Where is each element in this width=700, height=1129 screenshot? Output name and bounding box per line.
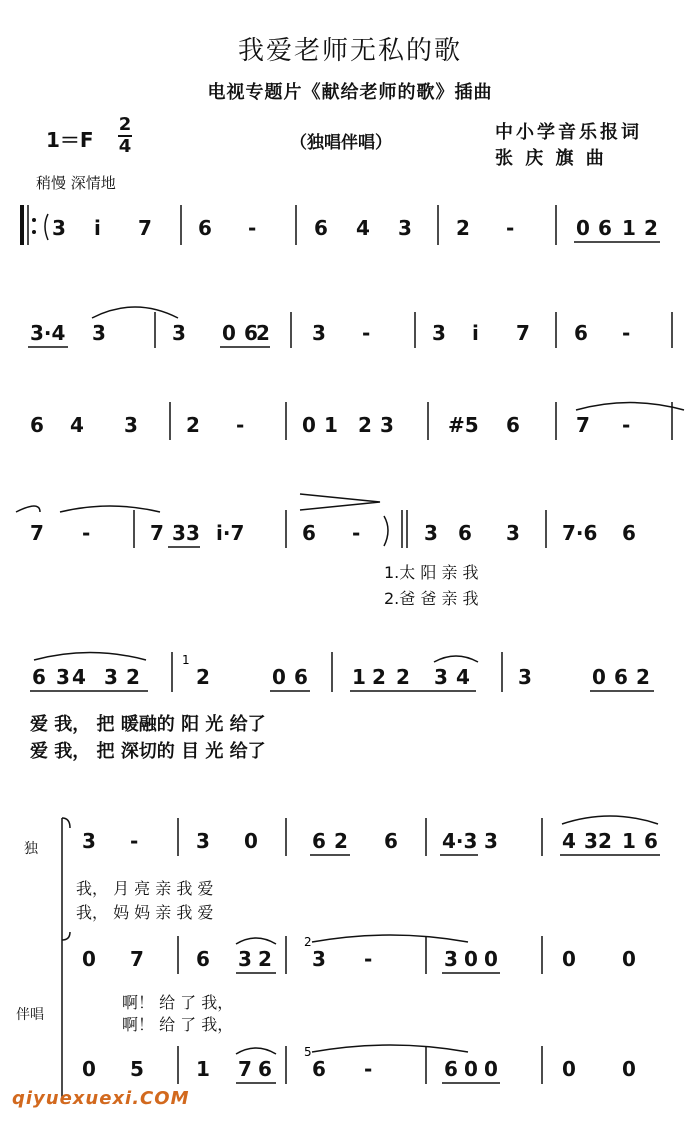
score-row-1 bbox=[22, 205, 660, 245]
performance-note: （独唱伴唱） bbox=[290, 133, 392, 153]
note: 2 bbox=[598, 829, 612, 853]
note: 6 bbox=[598, 216, 612, 240]
lyric-acc-v2: 啊！ 给 了 我， bbox=[122, 1015, 234, 1034]
meter-top: 2 bbox=[118, 114, 132, 135]
note: 3 bbox=[506, 521, 520, 545]
note: #5 bbox=[448, 413, 479, 437]
note: 3 bbox=[434, 665, 448, 689]
lyric-row5-v2: 爱 我， 把 深切的 目 光 给了 bbox=[30, 741, 266, 762]
note: 6 bbox=[614, 665, 628, 689]
note: 7 bbox=[150, 521, 164, 545]
score-row-2 bbox=[28, 307, 672, 348]
score-row-4 bbox=[16, 494, 636, 548]
note: 2 bbox=[334, 829, 348, 853]
note: 6 bbox=[644, 829, 658, 853]
score-row-6 bbox=[62, 816, 660, 1100]
note: 4 bbox=[562, 829, 576, 853]
note: 7 bbox=[516, 321, 530, 345]
note: 4 bbox=[70, 413, 84, 437]
note: 3 bbox=[172, 321, 186, 345]
lyricist-credit: 中小学音乐报词 bbox=[495, 122, 642, 143]
note: 7·6 bbox=[562, 521, 598, 545]
note: - bbox=[236, 413, 245, 437]
note: 1 bbox=[324, 413, 338, 437]
note: 3 bbox=[518, 665, 532, 689]
note: 3 bbox=[186, 521, 200, 545]
note: 3 bbox=[312, 321, 326, 345]
accompany-label: 伴唱 bbox=[16, 1007, 44, 1023]
note: 2 bbox=[126, 665, 140, 689]
note: 0 bbox=[592, 665, 606, 689]
note: 6 bbox=[458, 521, 472, 545]
note: 3 bbox=[82, 829, 96, 853]
note: 6 bbox=[444, 1057, 458, 1081]
note: 6 bbox=[196, 947, 210, 971]
note: 3·4 bbox=[30, 321, 66, 345]
note: 0 bbox=[244, 829, 258, 853]
note: 2 bbox=[636, 665, 650, 689]
note: 6 bbox=[574, 321, 588, 345]
grace-note: 2 bbox=[304, 935, 312, 949]
note: 6 bbox=[258, 1057, 272, 1081]
lyric-row4-v1: 1.太 阳 亲 我 bbox=[384, 563, 479, 582]
note: 0 bbox=[622, 947, 636, 971]
note: 6 bbox=[314, 216, 328, 240]
note: 3 bbox=[196, 829, 210, 853]
note: 0 bbox=[222, 321, 236, 345]
note: 4 bbox=[72, 665, 86, 689]
note: 1 bbox=[622, 829, 636, 853]
note: 6 bbox=[30, 413, 44, 437]
lyric-solo-v2: 我， 妈 妈 亲 我 爱 bbox=[76, 903, 214, 922]
note: 6 bbox=[244, 321, 258, 345]
grace-note: 5 bbox=[304, 1045, 312, 1059]
note: 5 bbox=[130, 1057, 144, 1081]
note: 4 bbox=[356, 216, 370, 240]
score-row-3 bbox=[30, 402, 684, 440]
note: 0 bbox=[576, 216, 590, 240]
note: 7 bbox=[130, 947, 144, 971]
note: 2 bbox=[456, 216, 470, 240]
note: 3 bbox=[92, 321, 106, 345]
note: 0 bbox=[82, 1057, 96, 1081]
note: 2 bbox=[196, 665, 210, 689]
note: 2 bbox=[256, 321, 270, 345]
note: 7 bbox=[238, 1057, 252, 1081]
note: - bbox=[352, 521, 361, 545]
note: 0 bbox=[272, 665, 286, 689]
note: - bbox=[130, 829, 139, 853]
note: 6 bbox=[294, 665, 308, 689]
note: 0 bbox=[464, 947, 478, 971]
note: 6 bbox=[622, 521, 636, 545]
song-subtitle: 电视专题片《献给老师的歌》插曲 bbox=[207, 82, 493, 103]
note: 1 bbox=[622, 216, 636, 240]
note: - bbox=[622, 321, 631, 345]
note: 3 bbox=[444, 947, 458, 971]
note: i·7 bbox=[216, 521, 245, 545]
note: 0 bbox=[562, 1057, 576, 1081]
note: 0 bbox=[622, 1057, 636, 1081]
note: 3 bbox=[584, 829, 598, 853]
solo-label: 独 bbox=[24, 841, 38, 857]
note: - bbox=[364, 947, 373, 971]
watermark-logo: qiyuexuexi.COM bbox=[12, 1088, 190, 1109]
note: 3 bbox=[398, 216, 412, 240]
note: - bbox=[364, 1057, 373, 1081]
note: 4 bbox=[456, 665, 470, 689]
note: 3 bbox=[56, 665, 70, 689]
note: 1 bbox=[196, 1057, 210, 1081]
key-signature: 1＝F bbox=[46, 128, 94, 152]
note: 6 bbox=[312, 829, 326, 853]
note: 6 bbox=[302, 521, 316, 545]
note: - bbox=[506, 216, 515, 240]
note: - bbox=[82, 521, 91, 545]
note: 6 bbox=[506, 413, 520, 437]
song-title: 我爱老师无私的歌 bbox=[237, 36, 462, 66]
lyric-row4-v2: 2.爸 爸 亲 我 bbox=[384, 589, 479, 608]
composer-credit: 张 庆 旗 曲 bbox=[495, 148, 607, 169]
note: 3 bbox=[124, 413, 138, 437]
note: 1 bbox=[352, 665, 366, 689]
note: 6 bbox=[384, 829, 398, 853]
note: 3 bbox=[380, 413, 394, 437]
note: 2 bbox=[186, 413, 200, 437]
note: 0 bbox=[484, 947, 498, 971]
note: 2 bbox=[396, 665, 410, 689]
note: 0 bbox=[484, 1057, 498, 1081]
note: 3 bbox=[172, 521, 186, 545]
note: 0 bbox=[562, 947, 576, 971]
note: 6 bbox=[198, 216, 212, 240]
note: 3 bbox=[432, 321, 446, 345]
note: 2 bbox=[372, 665, 386, 689]
note: 2 bbox=[358, 413, 372, 437]
note: 7 bbox=[30, 521, 44, 545]
note: - bbox=[248, 216, 257, 240]
score-row-5 bbox=[30, 652, 654, 692]
meter-bottom: 4 bbox=[118, 136, 132, 157]
note: - bbox=[622, 413, 631, 437]
note: 2 bbox=[258, 947, 272, 971]
note: 0 bbox=[302, 413, 316, 437]
note: 0 bbox=[464, 1057, 478, 1081]
note: - bbox=[362, 321, 371, 345]
note: 6 bbox=[32, 665, 46, 689]
note: 3 bbox=[424, 521, 438, 545]
tempo-marking: 稍慢 深情地 bbox=[36, 174, 116, 192]
note: 7 bbox=[138, 216, 152, 240]
note: 3 bbox=[312, 947, 326, 971]
note: 3 bbox=[484, 829, 498, 853]
note: 0 bbox=[82, 947, 96, 971]
lyric-row5-v1: 爱 我， 把 暖融的 阳 光 给了 bbox=[30, 714, 266, 735]
note: 3 bbox=[52, 216, 66, 240]
note: i bbox=[472, 321, 479, 345]
note: 3 bbox=[104, 665, 118, 689]
lyric-solo-v1: 我， 月 亮 亲 我 爱 bbox=[76, 879, 214, 898]
note: i bbox=[94, 216, 101, 240]
note: 7 bbox=[576, 413, 590, 437]
lyric-acc-v1: 啊！ 给 了 我， bbox=[122, 993, 234, 1012]
note: 3 bbox=[238, 947, 252, 971]
note: 6 bbox=[312, 1057, 326, 1081]
note: 2 bbox=[644, 216, 658, 240]
note: 4·3 bbox=[442, 829, 478, 853]
grace-note: 1 bbox=[182, 653, 190, 667]
